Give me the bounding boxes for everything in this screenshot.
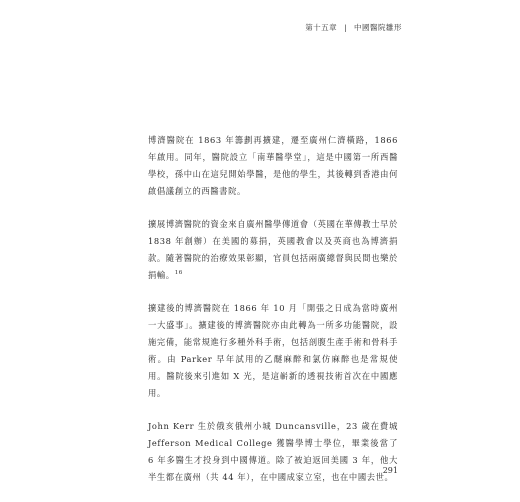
- paragraph-text: 博濟醫院在 1863 年籌劃再擴建，遷至廣州仁濟橫路，1866 年啟用。同年，醫院設立「南華醫學堂」，這是中國第一所西醫學校，孫中山在這兒開始學醫，是他的學生，其後轉到香港由何啟倡議創立的西醫書院。: [148, 135, 398, 196]
- paragraph-text: John Kerr 生於俄亥俄州小城 Duncansville，23 歲在費城 Jefferson Medical College 獲醫學博士學位，畢業後當了 6 年多醫生才投身到中國傳道。除了被迫返回美國 3 年，他大半生都在廣州（共 44 年），在中國成家立室，也在中國去世。: [148, 421, 398, 482]
- paragraph-1: [148, 132, 398, 200]
- chapter-label: 第十五章: [305, 23, 338, 32]
- page-number: 291: [382, 466, 398, 475]
- header-separator: |: [344, 23, 348, 32]
- footnote-marker: 16: [174, 270, 183, 277]
- body-text: [148, 132, 398, 502]
- section-title: 中國醫院雛形: [354, 23, 402, 32]
- paragraph-text: 擴建後的博濟醫院在 1866 年 10 月「開張之日成為當時廣州一大盛事」。擴建後的博濟醫院亦由此轉為一所多功能醫院，設施完備，能常規進行多種外科手術，包括剖腹生產手術和骨科手術。由 Parker 早年試用的乙醚麻醉和氯仿麻醉也是常規使用。醫院後來引進如 X 光，是這嶄新的透視技術首次在中國應用。: [148, 303, 398, 398]
- running-header: [305, 22, 402, 33]
- paragraph-3: [148, 300, 398, 402]
- paragraph-4: [148, 418, 398, 486]
- paragraph-2: [148, 216, 398, 284]
- paragraph-text: 擴展博濟醫院的資金來自廣州醫學傳道會（英國在華傳教士早於 1838 年創辦）在美國的募捐，英國教會以及英商也為博濟捐款。隨著醫院的治療效果彰顯，官員包括兩廣總督與民間也樂於捐輸。: [148, 219, 398, 280]
